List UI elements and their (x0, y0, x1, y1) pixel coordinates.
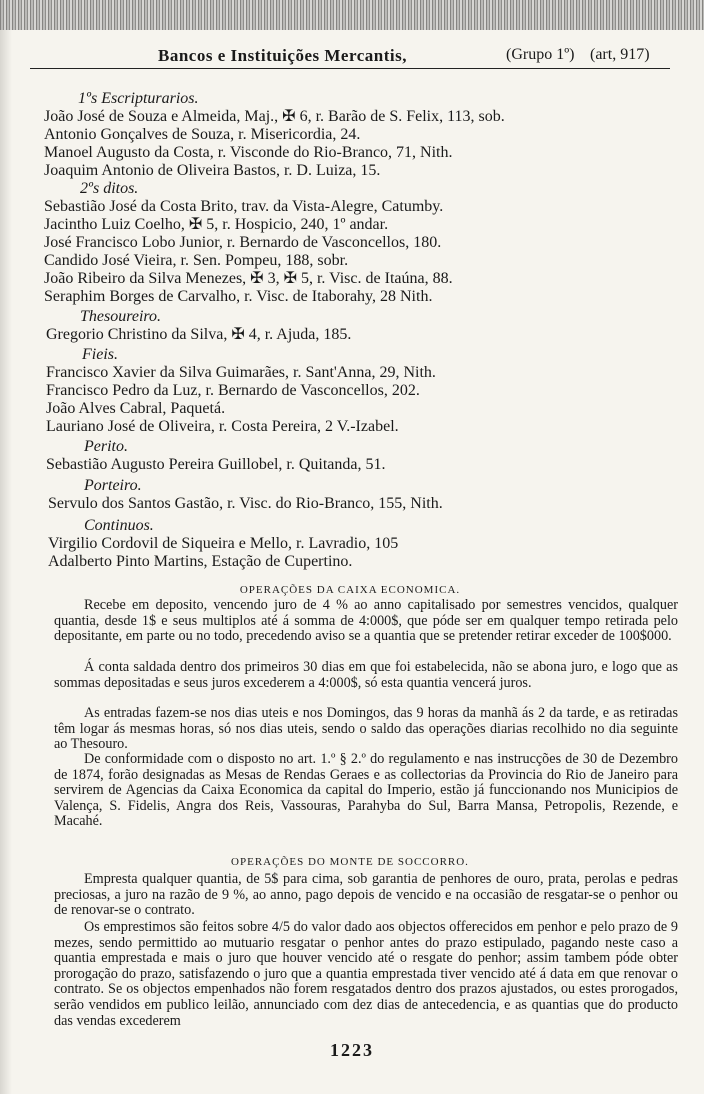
list-item: Francisco Pedro da Luz, r. Bernardo de Vasconcellos, 202. (46, 382, 420, 399)
page-binding-shadow (0, 30, 12, 1094)
list-item: Seraphim Borges de Carvalho, r. Visc. de Itaborahy, 28 Nith. (44, 288, 433, 305)
paragraph-caixa-2: Á conta saldada dentro dos primeiros 30 dias em que foi estabelecida, não se abona juro, e logo que as sommas depositadas e seus juros excederem a 4:000$, só esta quantia vencerá juros. (54, 659, 678, 691)
list-item: Francisco Xavier da Silva Guimarães, r. Sant'Anna, 29, Nith. (46, 364, 436, 381)
list-item: Candido José Vieira, r. Sen. Pompeu, 188, sobr. (44, 252, 349, 269)
list-item: José Francisco Lobo Junior, r. Bernardo de Vasconcellos, 180. (44, 234, 442, 251)
list-item: Antonio Gonçalves de Souza, r. Misericordia, 24. (44, 126, 361, 143)
role-heading: Porteiro. (84, 477, 142, 494)
role-heading: Perito. (84, 438, 128, 455)
role-heading: Continuos. (84, 517, 154, 534)
list-item: Sebastião Augusto Pereira Guillobel, r. Quitanda, 51. (46, 456, 386, 473)
list-item: João Ribeiro da Silva Menezes, ✠ 3, ✠ 5, r. Visc. de Itaúna, 88. (44, 270, 453, 287)
list-item: Manoel Augusto da Costa, r. Visconde do Rio-Branco, 71, Nith. (44, 144, 453, 161)
role-heading: 1ºs Escripturarios. (78, 90, 199, 107)
paragraph-monte-2: Os emprestimos são feitos sobre 4/5 do valor dado aos objectos offerecidos em penhor e pelo prazo de 9 mezes, sendo permittido ao mutuario resgatar o penhor antes do prazo estipulado, pagando neste caso a quantia emprestada e mais o juro que houver vencido até o resgate do penhor; assim tambem póde obter prorogação do prazo, satisfazendo o juro que a quantia emprestada tiver vencido até á data em que renovar o contrato. Se os objectos empenhados não forem resgatados dentro dos prazos ajustados, ou estes prorogados, serão vendidos em publico leilão, annunciado com dez dias de antecedencia, e as quantias que do producto das vendas excederem (54, 919, 678, 1029)
list-item: Sebastião José da Costa Brito, trav. da Vista-Alegre, Catumby. (44, 198, 444, 215)
list-item: João Alves Cabral, Paquetá. (46, 400, 226, 417)
header-title: Bancos e Instituições Mercantis, (158, 46, 407, 65)
role-heading: Fieis. (82, 346, 118, 363)
section-title-caixa-economica: OPERAÇÕES DA CAIXA ECONOMICA. (239, 584, 461, 596)
role-heading: Thesoureiro. (80, 308, 162, 325)
role-heading: 2ºs ditos. (80, 180, 139, 197)
torn-top-edge (0, 0, 704, 30)
list-item: Virgilio Cordovil de Siqueira e Mello, r. Lavradio, 105 (48, 535, 399, 552)
page-number: 1223 (330, 1040, 374, 1060)
list-item: Adalberto Pinto Martins, Estação de Cupertino. (48, 553, 353, 570)
header-article-ref: (art, 917) (590, 46, 650, 63)
header-group: (Grupo 1º) (506, 46, 575, 63)
paragraph-caixa-4: De conformidade com o disposto no art. 1.º § 2.º do regulamento e nas instrucções de 30 de Dezembro de 1874, forão designadas as Mesas de Rendas Geraes e as collectorias da Provincia do Rio de Janeiro para servirem de Agencias da Caixa Economica da capital do Imperio, estão já funccionando nos Municipios de Valença, S. Fidelis, Angra dos Reis, Vassouras, Parahyba do Sul, Barra Mansa, Petropolis, Rezende, e Macahé. (54, 751, 678, 830)
paragraph-monte-1: Empresta qualquer quantia, de 5$ para cima, sob garantia de penhores de ouro, prata, perolas e pedras preciosas, a juro na razão de 9 %, ao anno, pago depois de vencido e na occasião de resgatar-se o penhor ou de renovar-se o contrato. (54, 871, 678, 919)
running-header (30, 44, 670, 69)
list-item: Servulo dos Santos Gastão, r. Visc. do Rio-Branco, 155, Nith. (48, 495, 443, 512)
list-item: Lauriano José de Oliveira, r. Costa Pereira, 2 V.-Izabel. (46, 418, 399, 435)
list-item: João José de Souza e Almeida, Maj., ✠ 6, r. Barão de S. Felix, 113, sob. (44, 108, 505, 125)
list-item: Gregorio Christino da Silva, ✠ 4, r. Ajuda, 185. (46, 326, 352, 343)
list-item: Joaquim Antonio de Oliveira Bastos, r. D. Luiza, 15. (44, 162, 381, 179)
list-item: Jacintho Luiz Coelho, ✠ 5, r. Hospicio, 240, 1º andar. (44, 216, 389, 233)
paragraph-caixa-3: As entradas fazem-se nos dias uteis e nos Domingos, das 9 horas da manhã ás 2 da tarde, e as retiradas têm logar ás mesmas horas, só nos dias uteis, sendo o saldo das operações diarias recolhido no dia seguinte ao Thesouro. (54, 705, 678, 753)
section-title-monte-de-soccorro: OPERAÇÕES DO MONTE DE SOCCORRO. (231, 856, 469, 868)
paragraph-caixa-1: Recebe em deposito, vencendo juro de 4 % ao anno capitalisado por semestres vencidos, qualquer quantia, desde 1$ e seus multiplos até á somma de 4:000$, que póde ser em qualquer tempo retirada pelo depositante, em parte ou no todo, precedendo aviso se a quantia que se pretender retirar exceder de 100$000. (54, 597, 678, 645)
